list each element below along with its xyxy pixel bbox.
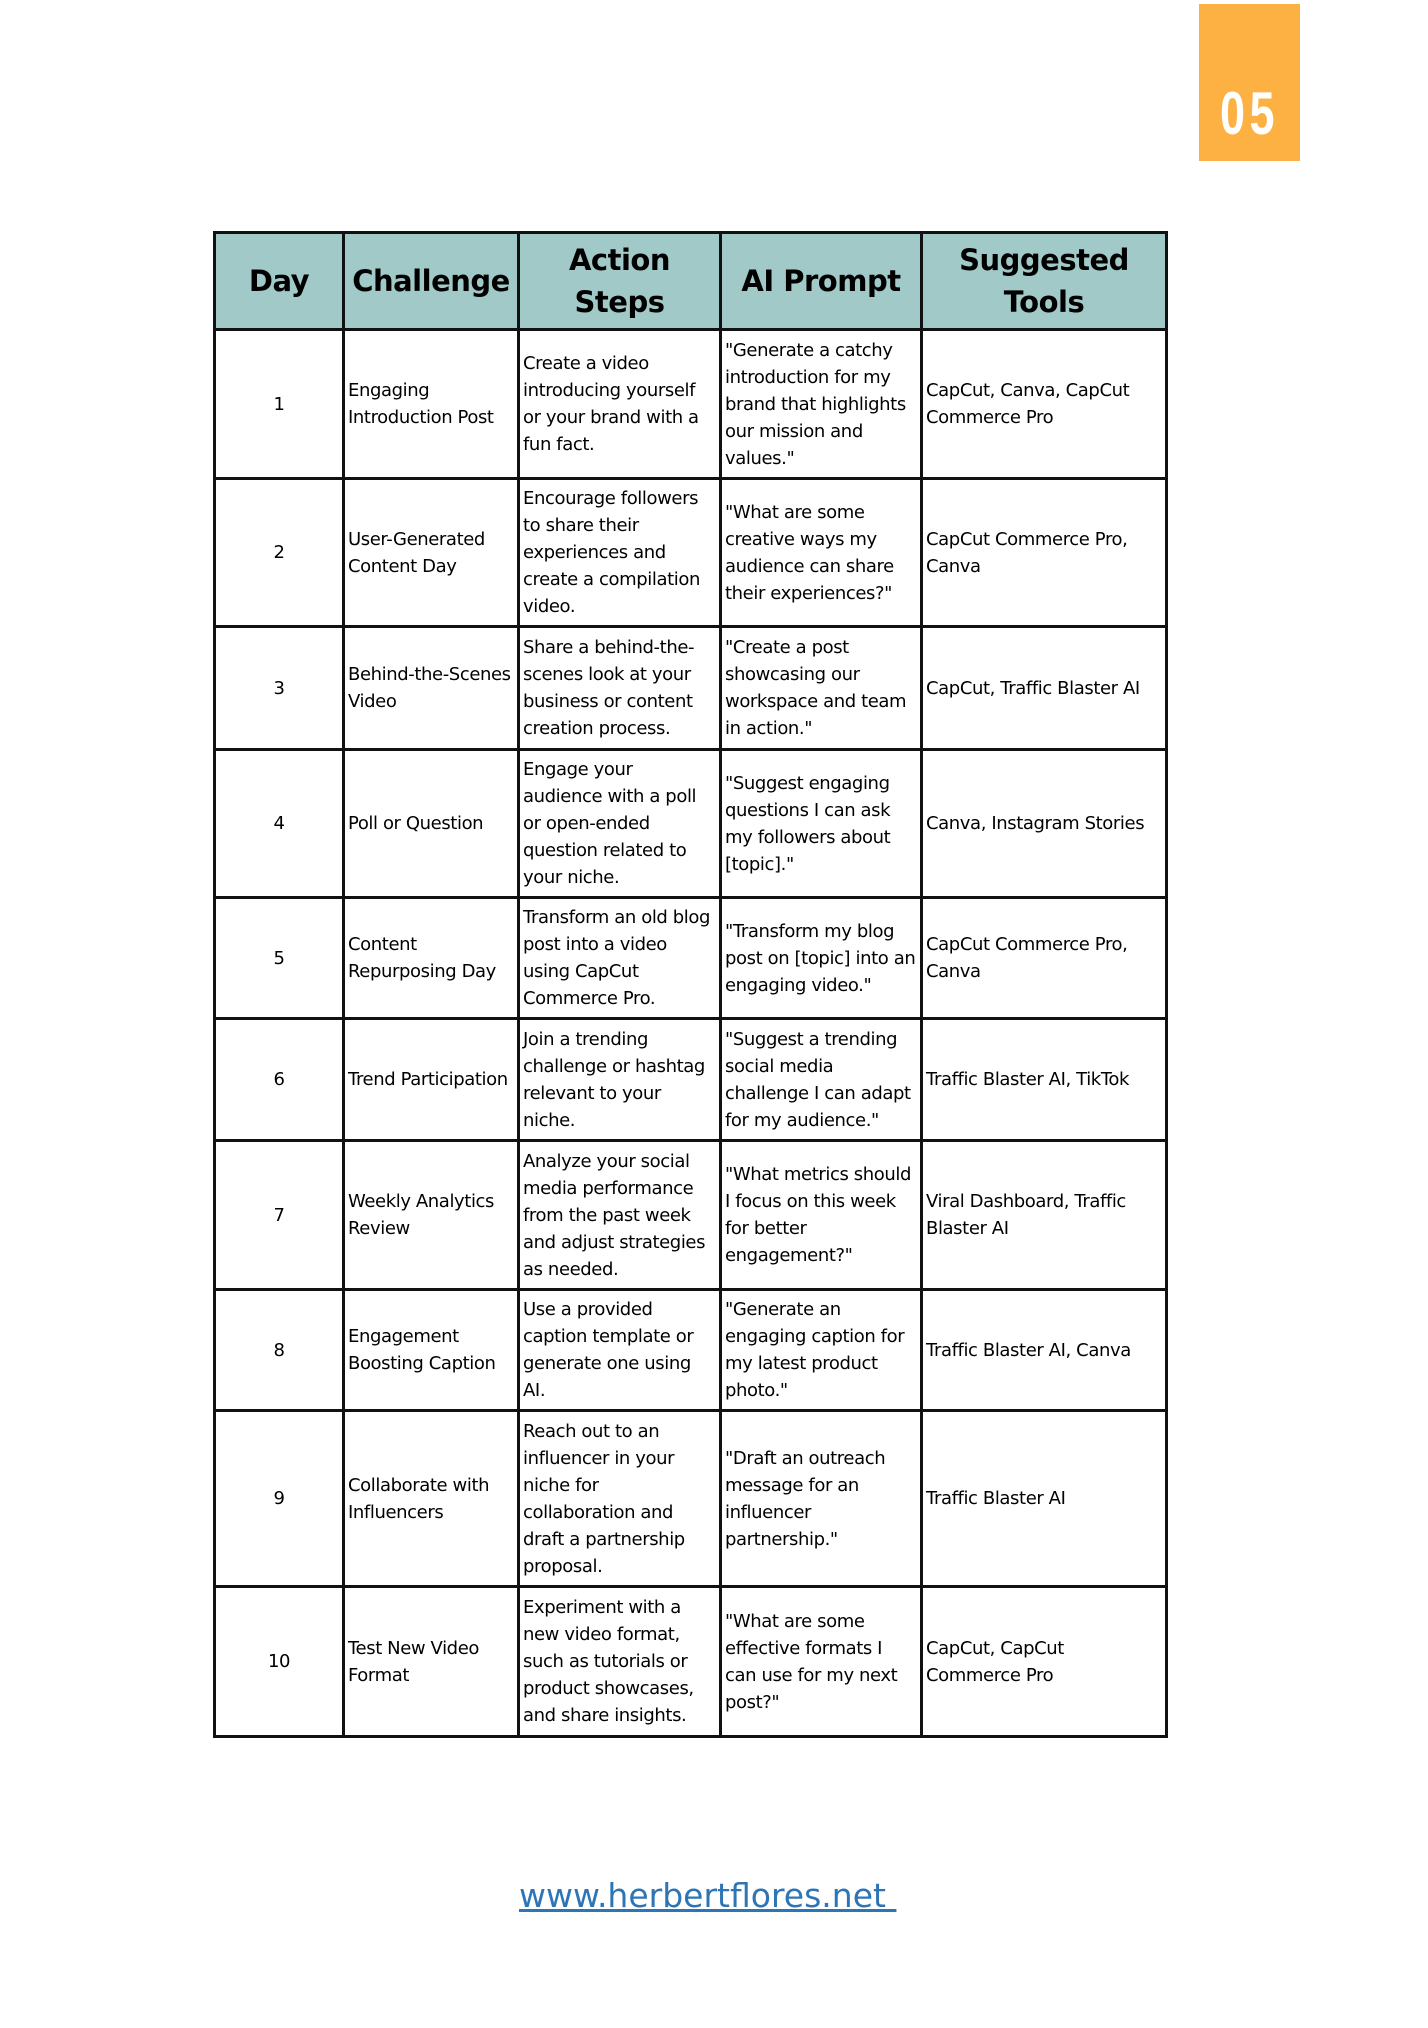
- ai-prompt-cell: "What metrics should I focus on this week for better engagement?": [721, 1141, 922, 1290]
- table-header-row: [215, 233, 1167, 330]
- day-cell: 4: [215, 750, 344, 898]
- day-cell: 6: [215, 1019, 344, 1141]
- day-cell: 7: [215, 1141, 344, 1290]
- ai-prompt-cell: "Draft an outreach message for an influencer partnership.": [721, 1411, 922, 1587]
- header-action-steps: Action Steps: [519, 233, 721, 330]
- challenge-cell: Weekly Analytics Review: [344, 1141, 519, 1290]
- action-steps-cell: Transform an old blog post into a video using CapCut Commerce Pro.: [519, 898, 721, 1019]
- day-cell: 10: [215, 1587, 344, 1737]
- header-ai-prompt: AI Prompt: [721, 233, 922, 330]
- action-steps-cell: Engage your audience with a poll or open-ended question related to your niche.: [519, 750, 721, 898]
- table-row: [215, 1587, 1167, 1737]
- challenge-cell: Poll or Question: [344, 750, 519, 898]
- suggested-tools-cell: Traffic Blaster AI: [922, 1411, 1167, 1587]
- header-challenge: Challenge: [344, 233, 519, 330]
- suggested-tools-cell: Traffic Blaster AI, Canva: [922, 1290, 1167, 1411]
- action-steps-cell: Experiment with a new video format, such as tutorials or product showcases, and share insights.: [519, 1587, 721, 1737]
- challenge-table: [213, 231, 1168, 1738]
- day-cell: 9: [215, 1411, 344, 1587]
- table-row: [215, 1290, 1167, 1411]
- action-steps-cell: Reach out to an influencer in your niche for collaboration and draft a partnership proposal.: [519, 1411, 721, 1587]
- action-steps-cell: Join a trending challenge or hashtag relevant to your niche.: [519, 1019, 721, 1141]
- ai-prompt-cell: "Generate a catchy introduction for my brand that highlights our mission and values.": [721, 330, 922, 479]
- challenge-cell: Behind-the-Scenes Video: [344, 627, 519, 750]
- day-cell: 8: [215, 1290, 344, 1411]
- table-row: [215, 1141, 1167, 1290]
- suggested-tools-cell: CapCut Commerce Pro, Canva: [922, 479, 1167, 627]
- day-cell: 3: [215, 627, 344, 750]
- ai-prompt-cell: "Transform my blog post on [topic] into an engaging video.": [721, 898, 922, 1019]
- suggested-tools-cell: CapCut, CapCut Commerce Pro: [922, 1587, 1167, 1737]
- action-steps-cell: Create a video introducing yourself or your brand with a fun fact.: [519, 330, 721, 479]
- table-row: [215, 330, 1167, 479]
- ai-prompt-cell: "Generate an engaging caption for my latest product photo.": [721, 1290, 922, 1411]
- action-steps-cell: Share a behind-the-scenes look at your business or content creation process.: [519, 627, 721, 750]
- page-number: 05: [1219, 80, 1280, 147]
- ai-prompt-cell: "What are some effective formats I can use for my next post?": [721, 1587, 922, 1737]
- ai-prompt-cell: "What are some creative ways my audience can share their experiences?": [721, 479, 922, 627]
- challenge-cell: Trend Participation: [344, 1019, 519, 1141]
- day-cell: 2: [215, 479, 344, 627]
- table-row: [215, 627, 1167, 750]
- suggested-tools-cell: CapCut Commerce Pro, Canva: [922, 898, 1167, 1019]
- ai-prompt-cell: "Create a post showcasing our workspace and team in action.": [721, 627, 922, 750]
- ai-prompt-cell: "Suggest engaging questions I can ask my followers about [topic].": [721, 750, 922, 898]
- action-steps-cell: Analyze your social media performance from the past week and adjust strategies as needed.: [519, 1141, 721, 1290]
- suggested-tools-cell: CapCut, Traffic Blaster AI: [922, 627, 1167, 750]
- suggested-tools-cell: Traffic Blaster AI, TikTok: [922, 1019, 1167, 1141]
- day-cell: 5: [215, 898, 344, 1019]
- table-row: [215, 750, 1167, 898]
- challenge-cell: Collaborate with Influencers: [344, 1411, 519, 1587]
- suggested-tools-cell: Viral Dashboard, Traffic Blaster AI: [922, 1141, 1167, 1290]
- table-row: [215, 479, 1167, 627]
- challenge-cell: User-Generated Content Day: [344, 479, 519, 627]
- suggested-tools-cell: Canva, Instagram Stories: [922, 750, 1167, 898]
- page-number-tab: [1199, 4, 1300, 161]
- suggested-tools-cell: CapCut, Canva, CapCut Commerce Pro: [922, 330, 1167, 479]
- header-suggested-tools: Suggested Tools: [922, 233, 1167, 330]
- action-steps-cell: Use a provided caption template or generate one using AI.: [519, 1290, 721, 1411]
- challenge-cell: Engagement Boosting Caption: [344, 1290, 519, 1411]
- day-cell: 1: [215, 330, 344, 479]
- website-link[interactable]: www.herbertflores.net: [519, 1876, 897, 1915]
- challenge-cell: Test New Video Format: [344, 1587, 519, 1737]
- ai-prompt-cell: "Suggest a trending social media challenge I can adapt for my audience.": [721, 1019, 922, 1141]
- challenge-cell: Content Repurposing Day: [344, 898, 519, 1019]
- header-day: Day: [215, 233, 344, 330]
- challenge-cell: Engaging Introduction Post: [344, 330, 519, 479]
- table-row: [215, 1019, 1167, 1141]
- action-steps-cell: Encourage followers to share their experiences and create a compilation video.: [519, 479, 721, 627]
- table-row: [215, 1411, 1167, 1587]
- table-row: [215, 898, 1167, 1019]
